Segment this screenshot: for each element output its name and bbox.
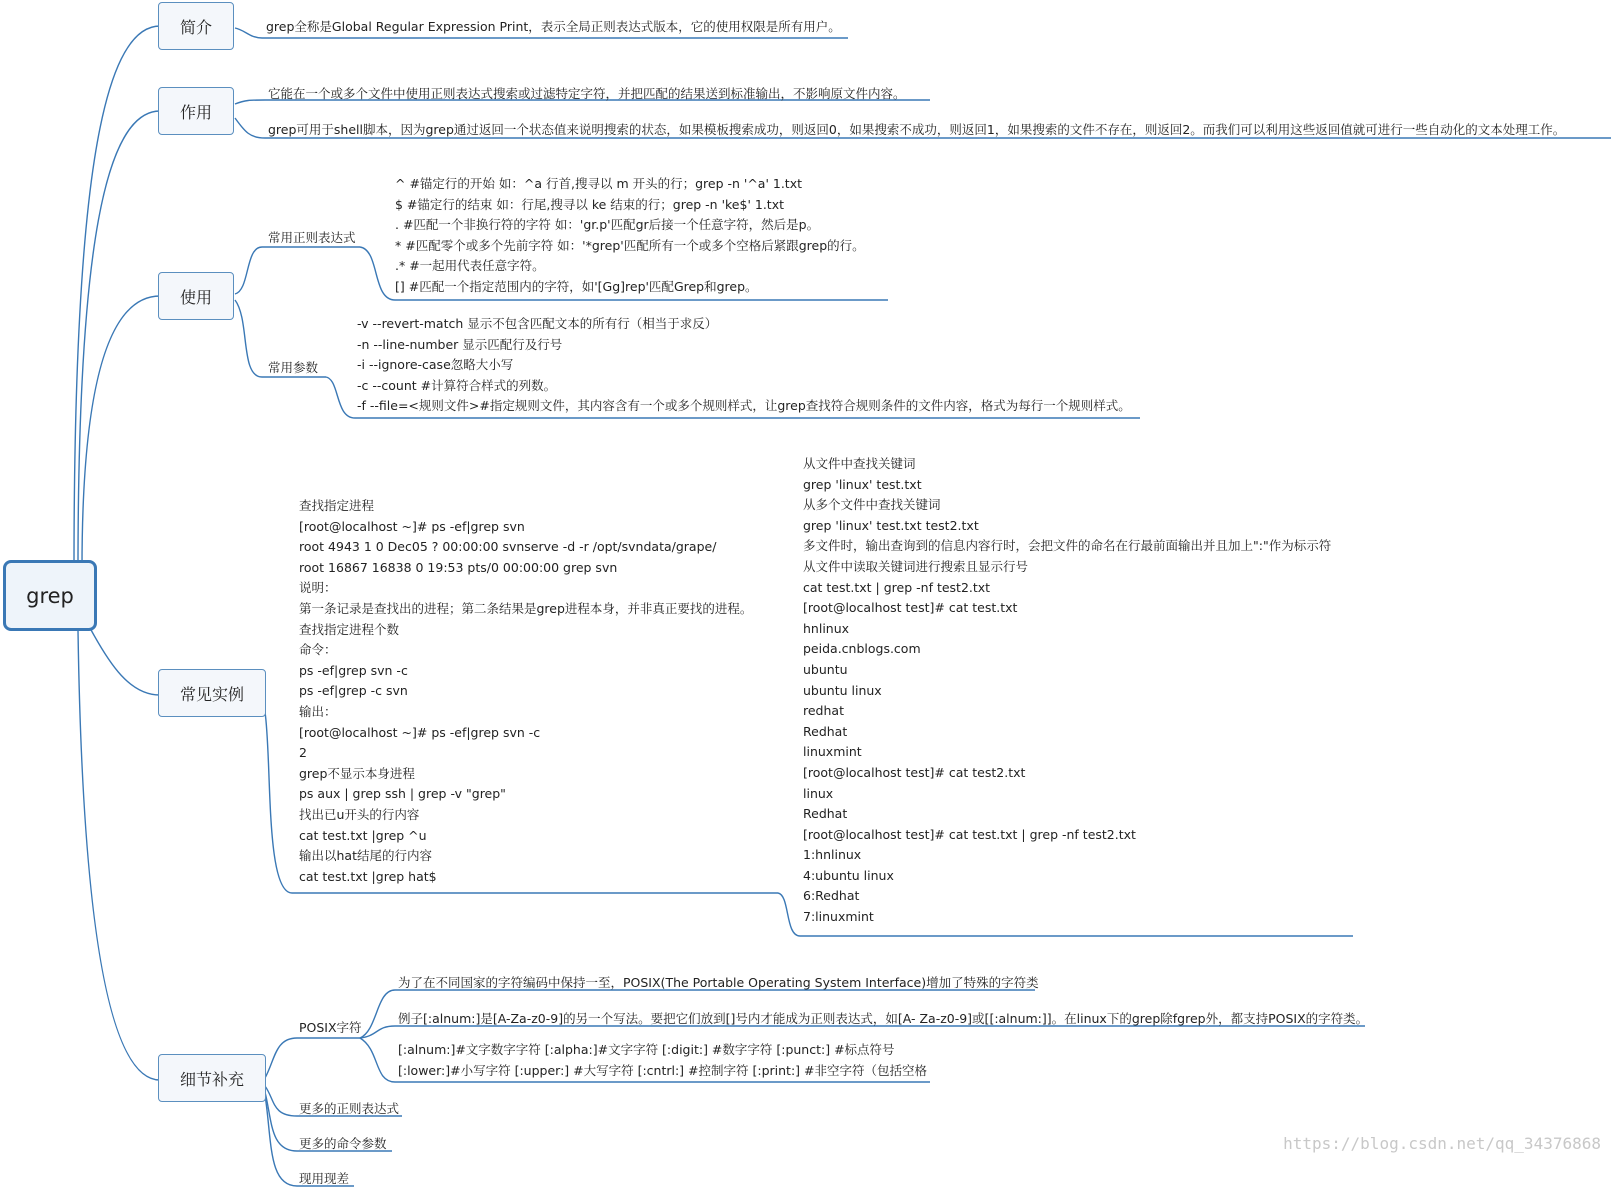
posix-text-1: 为了在不同国家的字符编码中保持一至，POSIX(The Portable Operating System Interface)增加了特殊的字符类 — [398, 975, 1039, 990]
example-line: ps -ef|grep -c svn — [299, 683, 408, 699]
example-line: root 4943 1 0 Dec05 ? 00:00:00 svnserve -d -r /opt/svndata/grape/ — [299, 539, 717, 555]
example-line: 4:ubuntu linux — [803, 867, 894, 883]
example-line: [root@localhost test]# cat test2.txt — [803, 764, 1026, 780]
branch-details[interactable] — [158, 1054, 266, 1102]
example-line: 2 — [299, 745, 307, 761]
example-line: grep不显示本身进程 — [299, 765, 415, 781]
branch-usage[interactable] — [158, 272, 234, 320]
example-line: root 16867 16838 0 19:53 pts/0 00:00:00 grep svn — [299, 559, 618, 575]
branch-purpose-label: 作用 — [179, 102, 212, 122]
example-line: cat test.txt |grep ^u — [299, 827, 427, 843]
posix-text-2: 例子[:alnum:]是[A-Za-z0-9]的另一个写法。要把它们放到[]号内才能成为正则表达式，如[A- Za-z0-9]或[[:alnum:]]。在linux下的grep除fgrep外，都支持POSIX的字符类。 — [398, 1011, 1369, 1026]
example-line: [root@localhost test]# cat test.txt | grep -nf test2.txt — [803, 826, 1136, 842]
examples-left-lines — [299, 496, 752, 887]
example-line: 输出以hat结尾的行内容 — [299, 848, 432, 864]
regex-line: $ #锚定行的结束 如：行尾,搜寻以 ke 结束的行；grep -n 'ke$' 1.txt — [395, 196, 784, 212]
root-label: grep — [26, 583, 74, 608]
example-line: 第一条记录是查找出的进程；第二条结果是grep进程本身，并非真正要找的进程。 — [299, 600, 753, 616]
example-line: 查找指定进程个数 — [299, 621, 400, 637]
posix-class-line: [:lower:]#小写字符 [:upper:] #大写字符 [:cntrl:] #控制字符 [:print:] #非空字符（包括空格 — [398, 1062, 927, 1078]
root-node[interactable] — [3, 560, 97, 631]
more-regex-label: 更多的正则表达式 — [299, 1101, 400, 1116]
posix-label: POSIX字符 — [299, 1020, 362, 1035]
regex-line: ^ #锚定行的开始 如：^a 行首,搜寻以 m 开头的行；grep -n '^a' 1.txt — [395, 176, 803, 191]
example-line: ps aux | grep ssh | grep -v "grep" — [299, 786, 506, 802]
param-line: -i --ignore-case忽略大小写 — [357, 357, 514, 373]
regex-line: [] #匹配一个指定范围内的字符，如'[Gg]rep'匹配Grep和grep。 — [395, 278, 758, 294]
param-line: -f --file=<规则文件>#指定规则文件，其内容含有一个或多个规则样式，让grep查找符合规则条件的文件内容，格式为每行一个规则样式。 — [357, 398, 1131, 414]
example-line: 1:hnlinux — [803, 847, 862, 863]
params-label: 常用参数 — [268, 360, 319, 375]
example-line: 多文件时，输出查询到的信息内容行时，会把文件的命名在行最前面输出并且加上":"作为标示符 — [803, 538, 1332, 554]
example-line: Redhat — [803, 723, 848, 739]
example-line: 6:Redhat — [803, 888, 860, 904]
example-line: 从文件中读取关键词进行搜索且显示行号 — [803, 558, 1029, 574]
param-line: -n --line-number 显示匹配行及行号 — [357, 336, 563, 352]
regex-line: * #匹配零个或多个先前字符 如：'*grep'匹配所有一个或多个空格后紧跟grep的行。 — [395, 237, 865, 253]
example-line: linux — [803, 785, 834, 801]
branch-purpose[interactable] — [158, 87, 234, 135]
example-line: cat test.txt |grep hat$ — [299, 868, 437, 884]
example-line: hnlinux — [803, 620, 850, 636]
example-line: ubuntu — [803, 661, 848, 677]
branch-intro-label: 简介 — [179, 17, 212, 37]
params-lines — [357, 314, 1131, 417]
branch-intro[interactable] — [158, 2, 234, 50]
branch-details-label: 细节补充 — [179, 1069, 244, 1089]
example-line: [root@localhost ~]# ps -ef|grep svn -c — [299, 724, 541, 740]
example-line: 找出已u开头的行内容 — [299, 806, 420, 822]
example-line: Redhat — [803, 806, 848, 822]
example-line: 命令： — [299, 642, 337, 658]
example-line: cat test.txt | grep -nf test2.txt — [803, 579, 991, 595]
example-line: 查找指定进程 — [299, 498, 375, 513]
example-line: ps -ef|grep svn -c — [299, 662, 408, 678]
purpose-text-1: 它能在一个或多个文件中使用正则表达式搜索或过滤特定字符，并把匹配的结果送到标准输出，不影响原文件内容。 — [268, 86, 906, 101]
param-line: -v --revert-match 显示不包含匹配文本的所有行（相当于求反） — [357, 316, 718, 331]
example-line: redhat — [803, 703, 844, 719]
purpose-text-2: grep可用于shell脚本，因为grep通过返回一个状态值来说明搜索的状态，如果模板搜索成功，则返回0，如果搜索不成功，则返回1，如果搜索的文件不存在，则返回2。而我们可以利用这些返回值就可进行一些自动化的文本处理工作。 — [268, 122, 1566, 137]
regex-line: .* #一起用代表任意字符。 — [395, 258, 545, 274]
now-use-label: 现用现差 — [299, 1171, 350, 1186]
example-line: 从多个文件中查找关键词 — [803, 497, 941, 513]
example-line: 7:linuxmint — [803, 909, 874, 925]
posix-class-line: [:alnum:]#文字数字字符 [:alpha:]#文字字符 [:digit:] #数字字符 [:punct:] #标点符号 — [398, 1042, 895, 1057]
examples-right-lines — [803, 454, 1331, 928]
example-line: 输出： — [299, 703, 337, 719]
regex-label: 常用正则表达式 — [268, 230, 356, 245]
example-line: ubuntu linux — [803, 682, 882, 698]
example-line: 从文件中查找关键词 — [803, 456, 916, 471]
regex-line: . #匹配一个非换行符的字符 如：'gr.p'匹配gr后接一个任意字符，然后是p。 — [395, 217, 820, 233]
example-line: [root@localhost test]# cat test.txt — [803, 600, 1018, 616]
regex-lines — [395, 174, 865, 298]
intro-text: grep全称是Global Regular Expression Print，表示全局正则表达式版本，它的使用权限是所有用户。 — [266, 19, 841, 34]
branch-usage-label: 使用 — [179, 287, 212, 307]
branch-examples[interactable] — [158, 669, 266, 717]
posix-classes — [398, 1040, 927, 1081]
example-line: 说明： — [299, 580, 337, 596]
more-params-label: 更多的命令参数 — [299, 1136, 387, 1151]
branch-examples-label: 常见实例 — [179, 684, 244, 704]
example-line: peida.cnblogs.com — [803, 641, 921, 657]
example-line: grep 'linux' test.txt test2.txt — [803, 517, 979, 533]
watermark: https://blog.csdn.net/qq_34376868 — [1283, 1134, 1601, 1153]
example-line: grep 'linux' test.txt — [803, 476, 922, 492]
example-line: linuxmint — [803, 744, 862, 760]
param-line: -c --count #计算符合样式的列数。 — [357, 377, 557, 393]
example-line: [root@localhost ~]# ps -ef|grep svn — [299, 518, 525, 534]
